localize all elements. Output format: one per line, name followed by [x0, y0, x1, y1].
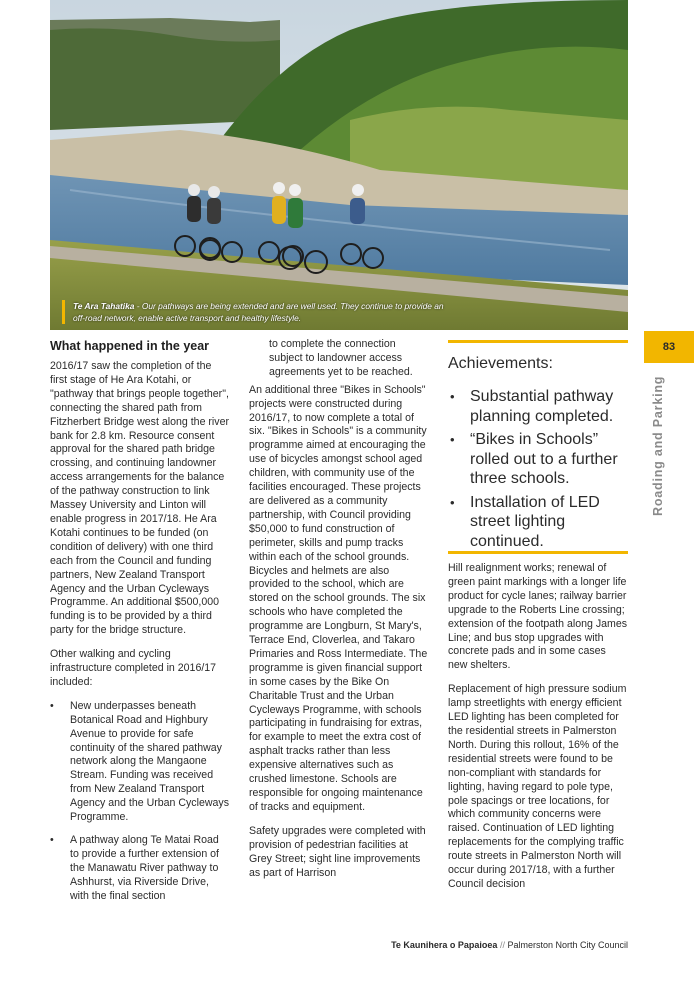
- footer-org: Te Kaunihera o Papaioea: [391, 940, 498, 950]
- achievements-list: [448, 387, 628, 551]
- achievements-title: Achievements:: [448, 355, 553, 372]
- footer-council-name: Palmerston North City Council: [507, 940, 628, 950]
- achievement-item: • “Bikes in Schools” rolled out to a further three schools.: [448, 430, 628, 489]
- achievements-box: [448, 340, 628, 554]
- caption-title: Te Ara Tahatika: [73, 301, 135, 311]
- footer-separator: //: [497, 940, 508, 950]
- col2-paragraph-1: An additional three "Bikes in Schools" projects were constructed during 2016/17, to now complete a total of six. "Bikes in Schools" is a community programme aimed at encouraging the use of bicycles amongst school aged children, with community use of the facilities encouraged. These projects are delivered as a community partnership, with Council providing $50,000 to fund construction of perimeter, skills and pump tracks within each of the school grounds. Bicycles and helmets are also provided to the school, which are stored on the school grounds. The six schools who have completed the programme are Longburn, St Mary's, Terrace End, Cloverlea, and Takaro Primaries and Ross Intermediate. The programme is given financial support in some cases by the Bike On Charitable Trust and the Urban Cycleways Programme, with schools participating in fundraising for extras, for example to meet the extra cost of asphalt tracks rather than less expensive alternatives such as crushed limestone. Schools are responsible for ongoing maintenance of tracks and equipment.: [249, 383, 428, 813]
- column-3: [448, 562, 628, 902]
- section-heading: What happened in the year: [50, 339, 210, 353]
- list-item: • New underpasses beneath Botanical Road and Highbury Avenue to provide for safe continuity of the shared pathway network along the Mangaone Stream. Funding was received from New Zealand Transport Agency and the Urban Cycleways Programme.: [50, 700, 230, 825]
- col2-paragraph-2: Safety upgrades were completed with provision of pedestrian facilities at Grey Street; sight line improvements as part of Harrison: [249, 824, 426, 879]
- achievement-item: • Installation of LED street lighting continued.: [448, 493, 628, 552]
- page-number: 83: [644, 331, 694, 363]
- col3-paragraph-2: Replacement of high pressure sodium lamp streetlights with energy efficient LED lighting has been completed for the residential streets in Palmerston North. During this rollout, 16% of the residential streets were found to be non-compliant with standards for lighting, having regard to pole type, pole spacings or tree locations, for which community concerns were raised. Continuation of LED lighting replacements for the complying traffic route streets in Palmerston North will occur during 2017/18, with a further Council decision: [448, 683, 627, 890]
- cyclists-river-photo: [50, 0, 628, 330]
- footer: [391, 940, 628, 950]
- achievement-item: • Substantial pathway planning completed.: [448, 387, 628, 426]
- column-2: [249, 338, 432, 890]
- col3-paragraph-1: Hill realignment works; renewal of green paint markings with a longer life product for cycle lanes; railway barrier upgrade to the Roberts Line crossing; extension of the footpath along James Line; and bus stop upgrades with concrete pads and in some cases new shelters.: [448, 562, 628, 672]
- column-1: [50, 338, 230, 913]
- col2-continuation: to complete the connection subject to landowner access agreements yet to be reached.: [269, 338, 413, 378]
- list-item: • A pathway along Te Matai Road to provide a further extension of the Manawatu River pathway to Ashhurst, via Riverside Drive, with the final section: [50, 834, 230, 904]
- infrastructure-list: [50, 700, 230, 904]
- photo-caption: [62, 300, 453, 324]
- col1-paragraph-2: Other walking and cycling infrastructure completed in 2016/17 included:: [50, 648, 217, 688]
- section-side-title: Roading and Parking: [651, 375, 665, 516]
- col1-paragraph-1: 2016/17 saw the completion of the first stage of He Ara Kotahi, or "pathway that brings people together", connecting the shared path from Fitzherbert Bridge west along the river bank for 2.8 km. Resource consent approval for the shared path bridge crossing, and continuing landowner access arrangements for the balance of the pathway construction to link Massey University and Linton will enable progress in 2017/18. He Ara Kotahi continues to be funded (on condition of delivery) with one third each from the Council and funding partners, New Zealand Transport Agency and the Urban Cycleways Programme. An additional $500,000 funding is to be provided by a third party for the bridge structure.: [50, 360, 229, 637]
- caption-text: - Our pathways are being extended and are well used. They continue to provide an off-road network, enable active transport and healthy lifestyle.: [73, 301, 444, 323]
